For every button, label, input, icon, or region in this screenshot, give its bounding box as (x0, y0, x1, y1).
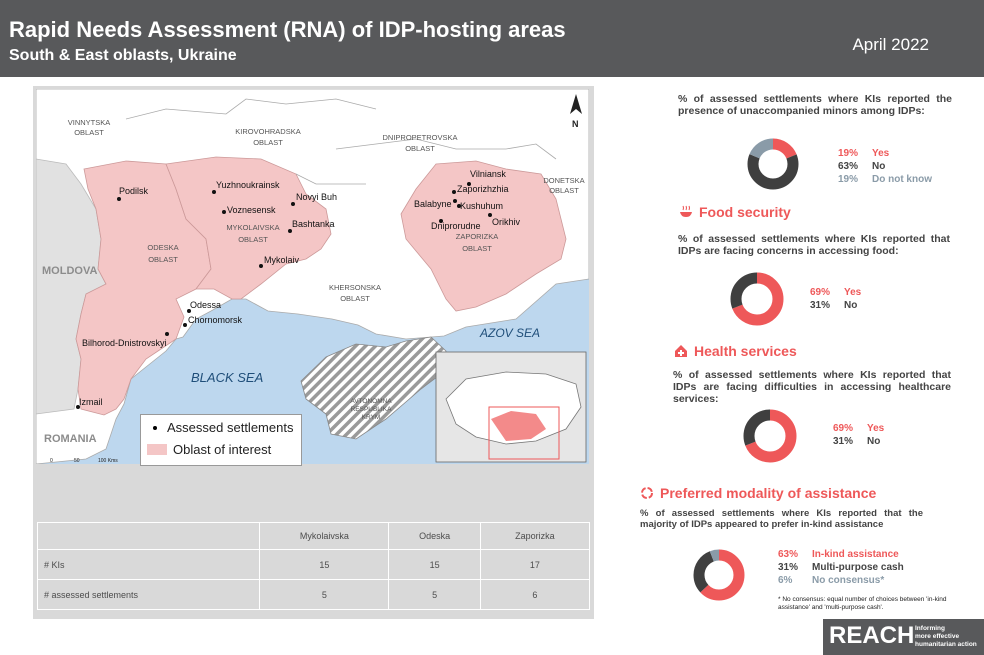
legend-row: 63% No (838, 161, 886, 172)
label-crimea-2: RESPUBLIKA (350, 406, 392, 413)
settlement-odessa: Odessa (190, 300, 222, 310)
health-services-title (674, 343, 797, 359)
legend-oblast-label: Oblast of interest (173, 442, 272, 457)
label-dnipropetrovska-1: DNIPROPETROVSKA (382, 133, 458, 142)
settlement-dot (183, 323, 187, 327)
svg-text:OBLAST (253, 138, 283, 147)
modality-title (640, 485, 876, 501)
svg-text:KRYM (362, 414, 381, 421)
settlement-dniprorudne: Dniprorudne (431, 221, 481, 231)
table-header-odeska: Odeska (389, 523, 481, 550)
table-header-mykolaivska: Mykolaivska (260, 523, 389, 550)
header-bar (0, 0, 984, 77)
modality-question: % of assessed settlements where KIs reported that the majority of IDPs appeared to prefer in-kind assistance (640, 508, 923, 530)
legend-row: 63% In-kind assistance (778, 549, 899, 560)
report-date: April 2022 (852, 35, 929, 54)
label-vinnytska-1: VINNYTSKA (67, 118, 111, 127)
label-khersonska-2: OBLAST (340, 294, 370, 303)
modality-donut (691, 547, 747, 603)
table-header-empty (38, 523, 260, 550)
settlement-dot (117, 197, 121, 201)
legend-row: 31% Multi-purpose cash (778, 562, 904, 573)
svg-text:OBLAST (549, 186, 579, 195)
reach-logo (823, 619, 984, 655)
food-donut (728, 270, 786, 328)
reach-logo-text: REACH (829, 622, 915, 649)
legend-assessed-label: Assessed settlements (167, 420, 294, 435)
settlement-bashtanka: Bashtanka (292, 219, 335, 229)
no-consensus-note: * No consensus: equal number of choices between 'in-kind assistance' and 'multi-purpose cash'. (778, 596, 947, 611)
settlement-dot (291, 202, 295, 206)
legend-row: 6% No consensus* (778, 575, 885, 586)
inset-map (436, 352, 586, 462)
label-odeska-2: OBLAST (148, 255, 178, 264)
svg-text:ZAPORIZKA (456, 232, 499, 241)
settlement-dot (288, 229, 292, 233)
map (36, 89, 589, 464)
minors-question: % of assessed settlements where KIs reported the presence of unaccompanied minors among IDPs: (678, 93, 952, 117)
health-house-icon (674, 344, 688, 358)
minors-donut (745, 136, 801, 192)
settlement-dot (259, 264, 263, 268)
table-row-label: # KIs (38, 550, 260, 580)
country-romania: ROMANIA (44, 433, 97, 445)
settlement-vilniansk: Vilniansk (470, 169, 506, 179)
table-cell: 17 (480, 550, 589, 580)
legend-assessed (147, 420, 293, 435)
health-question: % of assessed settlements where KIs reported that IDPs are facing difficulties in accessing healthcare services: (673, 369, 951, 405)
svg-text:DNIPROPETROVSKA (382, 133, 457, 142)
svg-text:OBLAST (405, 144, 435, 153)
cycle-arrows-icon (640, 486, 654, 500)
legend-row: 19% Do not know (838, 174, 932, 185)
label-mykolaivska-1: MYKOLAIVSKA (226, 223, 280, 232)
table-header-zaporizka: Zaporizka (480, 523, 589, 550)
label-kirovohradska-2: OBLAST (253, 138, 283, 147)
settlement-bilhorod: Bilhorod-Dnistrovskyi (82, 338, 167, 348)
label-khersonska-1: KHERSONSKA (328, 283, 382, 292)
label-odeska-1: ODESKA (147, 243, 179, 252)
svg-text:OBLAST (462, 244, 492, 253)
label-zaporizka-1: ZAPORIZKA (455, 232, 499, 241)
scale-100: 100 Kms (98, 458, 118, 464)
svg-text:OBLAST (74, 128, 104, 137)
legend-row: 19% Yes (838, 148, 890, 159)
svg-text:KIROVOHRADSKA (235, 127, 300, 136)
label-dnipropetrovska-2: OBLAST (405, 144, 435, 153)
reach-tagline: Informing more effective humanitarian action (915, 625, 977, 648)
table-row-label: # assessed settlements (38, 580, 260, 610)
kis-table (37, 522, 590, 610)
legend-row: 31% No (810, 300, 858, 311)
scale-50: 50 (74, 458, 80, 464)
svg-text:VINNYTSKA (68, 118, 111, 127)
settlement-kushuhum: Kushuhum (460, 201, 504, 211)
sea-black: BLACK SEA (191, 370, 264, 385)
sea-azov: AZOV SEA (480, 326, 541, 340)
map-legend (140, 414, 302, 466)
svg-text:RESPUBLIKA (351, 406, 392, 413)
scale-0: 0 (50, 458, 53, 464)
settlement-balabyne: Balabyne (414, 199, 452, 209)
settlement-dot (453, 199, 457, 203)
legend-row: 69% Yes (810, 287, 862, 298)
legend-row: 69% Yes (833, 423, 885, 434)
settlement-chornomorsk: Chornomorsk (188, 315, 243, 325)
svg-text:KHERSONSKA (329, 283, 381, 292)
table-cell: 5 (260, 580, 389, 610)
label-donetska-2: OBLAST (549, 186, 579, 195)
legend-oblast (147, 442, 271, 457)
svg-text:AVTONOMNA (350, 398, 392, 405)
settlement-novyi-buh: Novyi Buh (296, 192, 338, 202)
label-kirovohradska-1: KIROVOHRADSKA (235, 127, 301, 136)
settlement-mykolaiv: Mykolaiv (264, 255, 300, 265)
table-cell: 15 (260, 550, 389, 580)
label-crimea-1: AVTONOMNA (350, 398, 392, 405)
table-header-row (38, 523, 590, 550)
label-zaporizka-2: OBLAST (462, 244, 492, 253)
settlement-podilsk: Podilsk (119, 186, 149, 196)
page-subtitle: South & East oblasts, Ukraine (9, 47, 237, 64)
table-row (38, 580, 590, 610)
modality-title-text: Preferred modality of assistance (660, 485, 877, 501)
settlement-orikhiv: Orikhiv (492, 217, 521, 227)
food-bowl-icon (679, 205, 693, 219)
settlement-voznesensk: Voznesensk (227, 205, 276, 215)
label-mykolaivska-2: OBLAST (238, 235, 268, 244)
settlement-yuzhnoukrainsk: Yuzhnoukrainsk (216, 180, 280, 190)
svg-text:DONETSKA (543, 176, 584, 185)
page-title: Rapid Needs Assessment (RNA) of IDP-hosting areas (9, 17, 566, 42)
settlement-dot (452, 190, 456, 194)
svg-text:MYKOLAIVSKA (226, 223, 279, 232)
svg-text:OBLAST (148, 255, 178, 264)
legend-row: 31% No (833, 436, 881, 447)
svg-text:OBLAST (340, 294, 370, 303)
minors-legend (838, 147, 932, 186)
food-title-text: Food security (699, 204, 791, 220)
food-legend (810, 286, 861, 312)
settlement-dot (165, 332, 169, 336)
label-donetska-1: DONETSKA (543, 176, 585, 185)
health-donut (741, 407, 799, 465)
settlement-zaporizhzhia: Zaporizhzhia (457, 184, 509, 194)
table-cell: 15 (389, 550, 481, 580)
settlement-dot (222, 210, 226, 214)
settlement-dot-icon (153, 426, 157, 430)
country-moldova: MOLDOVA (42, 265, 98, 277)
oblast-swatch-icon (147, 444, 167, 455)
label-crimea-3: KRYM (361, 414, 381, 421)
table-row (38, 550, 590, 580)
health-legend (833, 422, 884, 448)
settlement-izmail: Izmail (79, 397, 103, 407)
food-question: % of assessed settlements where KIs reported that IDPs are facing concerns in accessing food: (678, 233, 950, 257)
table-cell: 5 (389, 580, 481, 610)
svg-text:ODESKA (147, 243, 178, 252)
north-label: N (572, 119, 579, 129)
settlement-dot (212, 190, 216, 194)
svg-text:OBLAST (238, 235, 268, 244)
table-cell: 6 (480, 580, 589, 610)
food-security-title (679, 204, 791, 220)
modality-legend (778, 548, 904, 587)
health-title-text: Health services (694, 343, 797, 359)
label-vinnytska-2: OBLAST (74, 128, 104, 137)
